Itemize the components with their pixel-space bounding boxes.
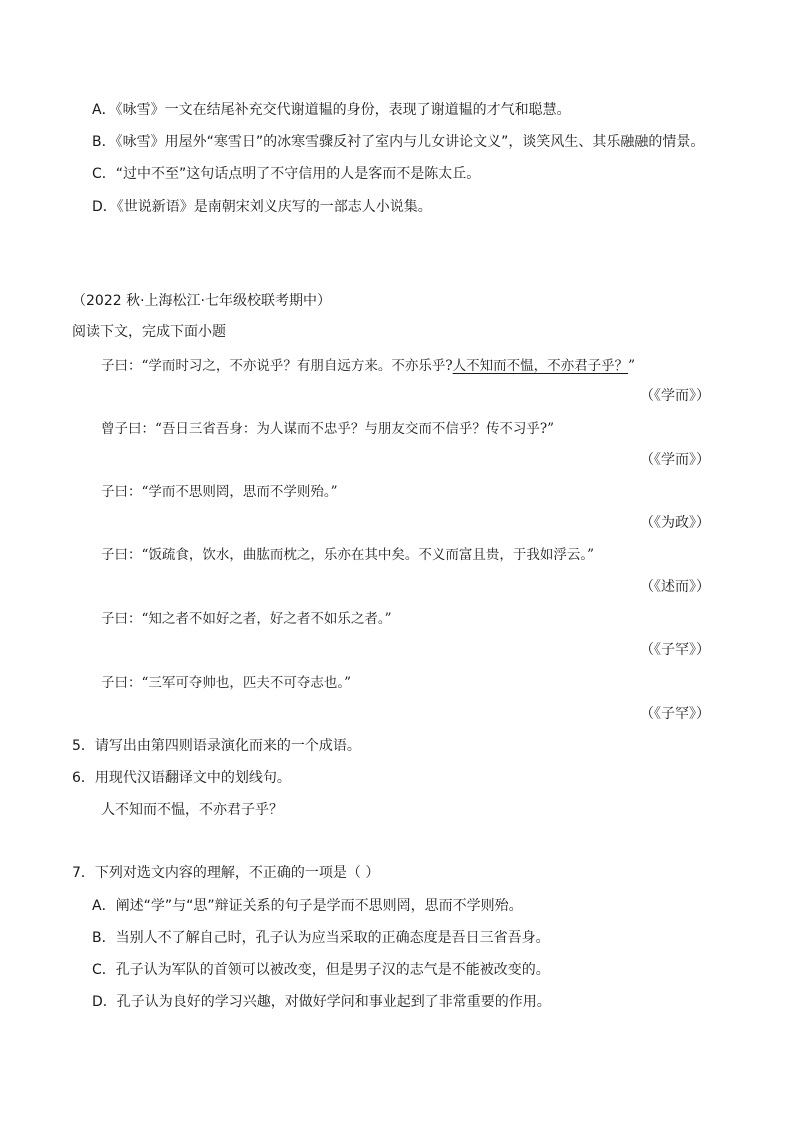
prev-option-c: C．“过中不至”这句话点明了不守信用的人是客而不是陈太丘。 xyxy=(92,166,481,182)
question-5: 5．请写出由第四则语录演化而来的一个成语。 xyxy=(72,738,361,754)
passage-3: 子曰：“学而不思则罔，思而不学则殆。” xyxy=(101,484,338,500)
prev-option-b: B．《咏雪》用屋外“寒雪日”的冰寒雪骤反衬了室内与儿女讲论文义”，谈笑风生、其乐融融的情景。 xyxy=(92,134,705,150)
passage-1-cite: （《学而》） xyxy=(640,388,710,404)
question-source: （2022 秋·上海松江·七年级校联考期中） xyxy=(72,293,331,309)
passage-4: 子曰：“饭疏食，饮水，曲肱而枕之，乐亦在其中矣。不义而富且贵，于我如浮云。” xyxy=(101,547,595,563)
passage-1 xyxy=(101,356,635,376)
passage-5-cite: （《子罕》） xyxy=(640,642,710,658)
q7-option-c: C．孔子认为军队的首领可以被改变，但是男子汉的志气是不能被改变的。 xyxy=(92,962,550,978)
passage-1-post: ” xyxy=(628,358,636,374)
passage-2: 曾子曰：“吾日三省吾身：为人谋而不忠乎？与朋友交而不信乎？传不习乎?” xyxy=(101,421,555,437)
passage-1-underlined: 人不知而不愠，不亦君子乎？ xyxy=(452,358,629,374)
passage-1-pre: 子曰：“学而时习之，不亦说乎？有朋自远方来。不亦乐乎? xyxy=(101,358,453,374)
passage-6-cite: （《子罕》） xyxy=(640,706,710,722)
q7-option-d: D．孔子认为良好的学习兴趣，对做好学问和事业起到了非常重要的作用。 xyxy=(92,994,551,1010)
passage-4-cite: （《述而》） xyxy=(640,579,710,595)
passage-5: 子曰：“知之者不如好之者，好之者不如乐之者。” xyxy=(101,611,392,627)
q7-option-a: A．阐述“学”与“思”辩证关系的句子是学而不思则罔，思而不学则殆。 xyxy=(92,898,523,914)
q7-option-b: B．当别人不了解自己时，孔子认为应当采取的正确态度是吾日三省吾身。 xyxy=(92,930,550,946)
passage-2-cite: （《学而》） xyxy=(640,452,710,468)
prev-option-a: A．《咏雪》一文在结尾补充交代谢道韫的身份，表现了谢道韫的才气和聪慧。 xyxy=(92,102,571,118)
passage-3-cite: （《为政》） xyxy=(640,515,710,531)
question-6-sentence: 人不知而不愠，不亦君子乎？ xyxy=(101,802,283,818)
prev-option-d: D．《世说新语》是南朝宋刘义庆写的一部志人小说集。 xyxy=(92,199,432,215)
reading-instruction: 阅读下文，完成下面小题 xyxy=(72,324,226,340)
question-7: 7．下列对选文内容的理解，不正确的一项是（ ） xyxy=(72,865,380,881)
question-6: 6．用现代汉语翻译文中的划线句。 xyxy=(72,770,291,786)
passage-6: 子曰：“三军可夺帅也，匹夫不可夺志也。” xyxy=(101,675,352,691)
